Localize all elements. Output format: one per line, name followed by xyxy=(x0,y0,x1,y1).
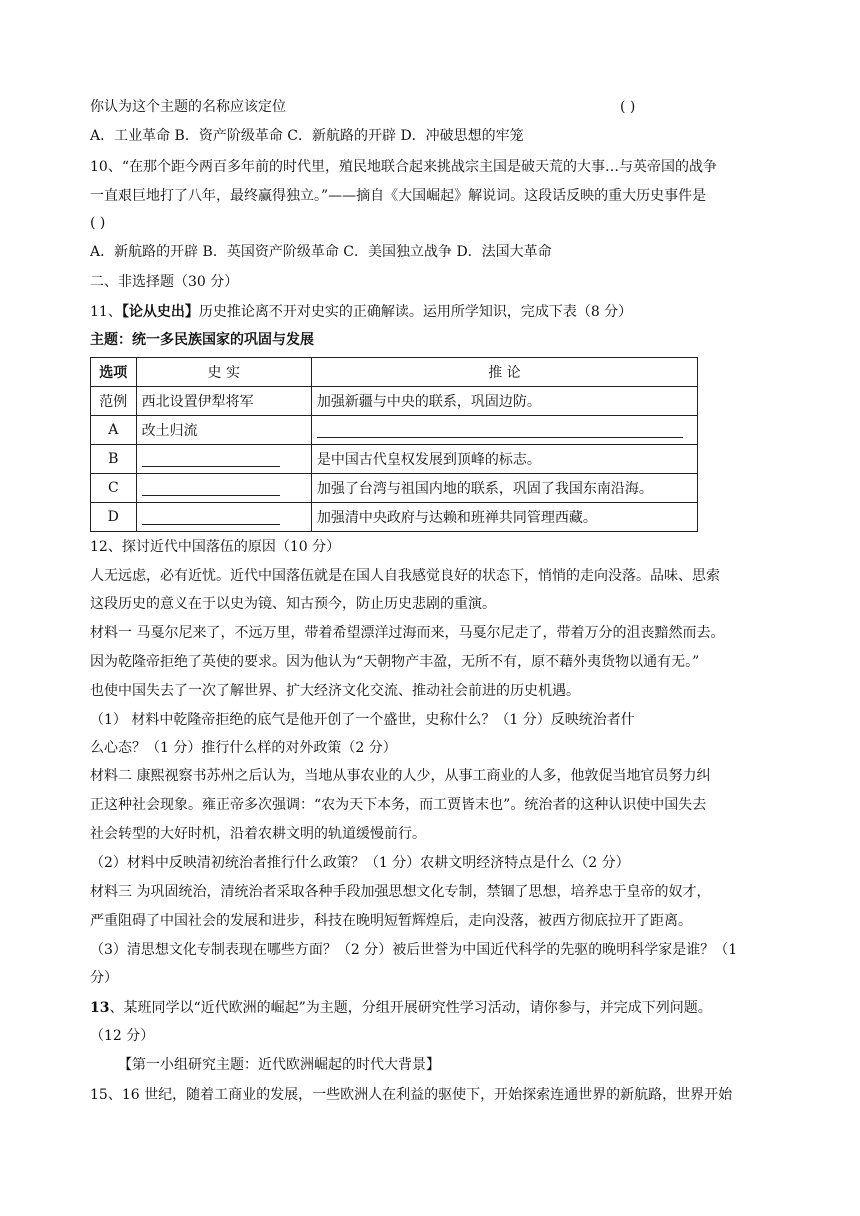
q12-intro-line2: 这段历史的意义在于以史为镜、知古预今，防止历史悲剧的重演。 xyxy=(90,596,496,612)
subquestion-3-line2: 分） xyxy=(90,970,118,986)
q10-options: A．新航路的开辟 B．英国资产阶级革命 C．美国独立战争 D．法国大革命 xyxy=(90,244,552,260)
material-2-line2: 正这种社会现象。雍正帝多次强调：“农为天下本务，而工贾皆末也”。统治者的这种认识使中国失去 xyxy=(90,797,707,813)
table-row xyxy=(91,416,698,445)
answer-paren: ( ) xyxy=(620,99,636,115)
material-1-line1: 材料一 马戛尔尼来了，不远万里，带着希望漂洋过海而来，马戛尔尼走了，带着万分的沮丧黯然而去。 xyxy=(90,625,725,641)
row-option: C xyxy=(91,474,137,503)
subquestion-3-line1: （3）清思想文化专制表现在哪些方面？（2 分）被后世誉为中国近代科学的先驱的晚明科学家是谁？（1 xyxy=(90,942,738,958)
q11-theme: 主题：统一多民族国家的巩固与发展 xyxy=(90,332,314,348)
row-fact xyxy=(136,503,311,532)
row-inference: 加强了台湾与祖国内地的联系，巩固了我国东南沿海。 xyxy=(311,474,697,503)
table-row xyxy=(91,387,698,416)
row-fact xyxy=(136,445,311,474)
q11-stem: 11、【论从史出】历史推论离不开对史实的正确解读。运用所学知识，完成下表（8 分） xyxy=(90,304,633,320)
material-3-line2: 严重阻碍了中国社会的发展和进步，科技在晚明短暂辉煌后，走向没落，被西方彻底拉开了距离。 xyxy=(90,913,692,929)
material-1-line2: 因为乾隆帝拒绝了英使的要求。因为他认为“天朝物产丰盈，无所不有，原不藉外夷货物以通有无。” xyxy=(90,654,700,670)
q11-table xyxy=(90,357,698,532)
group-1-heading: 【第一小组研究主题：近代欧洲崛起的时代大背景】 xyxy=(118,1057,440,1073)
row-inference xyxy=(311,416,697,445)
row-fact: 改土归流 xyxy=(136,416,311,445)
row-fact: 西北设置伊犁将军 xyxy=(136,387,311,416)
material-3-line1: 材料三 为巩固统治，清统治者采取各种手段加强思想文化专制，禁锢了思想，培养忠于皇帝的奴才， xyxy=(90,884,711,900)
section-heading: 二、非选择题（30 分） xyxy=(90,274,239,290)
header-inference: 推 论 xyxy=(311,358,697,387)
header-option: 选项 xyxy=(91,358,137,387)
table-row xyxy=(91,503,698,532)
row-fact xyxy=(136,474,311,503)
material-1-line3: 也使中国失去了一次了解世界、扩大经济文化交流、推动社会前进的历史机遇。 xyxy=(90,683,580,699)
table-header-row xyxy=(91,358,698,387)
q11-tag: 【论从史出】 xyxy=(121,304,199,320)
answer-blank[interactable] xyxy=(317,423,683,438)
row-option: B xyxy=(91,445,137,474)
row-inference: 是中国古代皇权发展到顶峰的标志。 xyxy=(311,445,697,474)
table-row xyxy=(91,474,698,503)
row-option: A xyxy=(91,416,137,445)
q12-intro-line1: 人无远虑，必有近忧。近代中国落伍就是在国人自我感觉良好的状态下，悄悄的走向没落。品味、思索 xyxy=(90,568,720,584)
q10-stem-line2: 一直艰巨地打了八年，最终赢得独立。”——摘自《大国崛起》解说词。这段话反映的重大历史事件是 xyxy=(90,188,707,204)
row-option: D xyxy=(91,503,137,532)
table-row xyxy=(91,445,698,474)
q13-paragraph: 15、16 世纪，随着工商业的发展，一些欧洲人在利益的驱使下，开始探索连通世界的新航路，世界开始 xyxy=(90,1087,733,1103)
header-fact: 史 实 xyxy=(136,358,311,387)
answer-blank[interactable] xyxy=(142,452,280,467)
q13-stem-line2: （12 分） xyxy=(90,1028,155,1044)
material-2-line1: 材料二 康熙视察书苏州之后认为，当地从事农业的人少，从事工商业的人多，他敦促当地官员努力纠 xyxy=(90,768,711,784)
q13-number: 13 xyxy=(90,1000,110,1016)
subquestion-1-line2: 么心态？（1 分）推行什么样的对外政策（2 分） xyxy=(90,740,397,756)
q10-stem-line1: 10、“在那个距今两百多年前的时代里，殖民地联合起来挑战宗主国是破天荒的大事…与英帝国的战争 xyxy=(90,159,717,175)
answer-blank[interactable] xyxy=(142,510,280,525)
answer-blank[interactable] xyxy=(142,481,280,496)
row-inference: 加强清中央政府与达赖和班禅共同管理西藏。 xyxy=(311,503,697,532)
q9-options: A．工业革命 B．资产阶级革命 C．新航路的开辟 D．冲破思想的牢笼 xyxy=(90,128,524,144)
q10-answer-paren: ( ) xyxy=(90,215,106,231)
q12-title: 12、探讨近代中国落伍的原因（10 分） xyxy=(90,539,341,555)
row-option: 范例 xyxy=(91,387,137,416)
row-inference: 加强新疆与中央的联系，巩固边防。 xyxy=(311,387,697,416)
q13-stem-line1: 13、某班同学以“近代欧洲的崛起”为主题，分组开展研究性学习活动，请你参与，并完成下列问题。 xyxy=(90,1000,712,1016)
subquestion-1-line1: （1） 材料中乾隆帝拒绝的底气是他开创了一个盛世，史称什么？（1 分）反映统治者什 xyxy=(90,712,635,728)
subquestion-2: （2）材料中反映清初统治者推行什么政策？（1 分）农耕文明经济特点是什么（2 分） xyxy=(90,855,630,871)
material-2-line3: 社会转型的大好时机，沿着农耕文明的轨道缓慢前行。 xyxy=(90,826,426,842)
q9-stem: 你认为这个主题的名称应该定位 ( ) xyxy=(90,99,636,115)
